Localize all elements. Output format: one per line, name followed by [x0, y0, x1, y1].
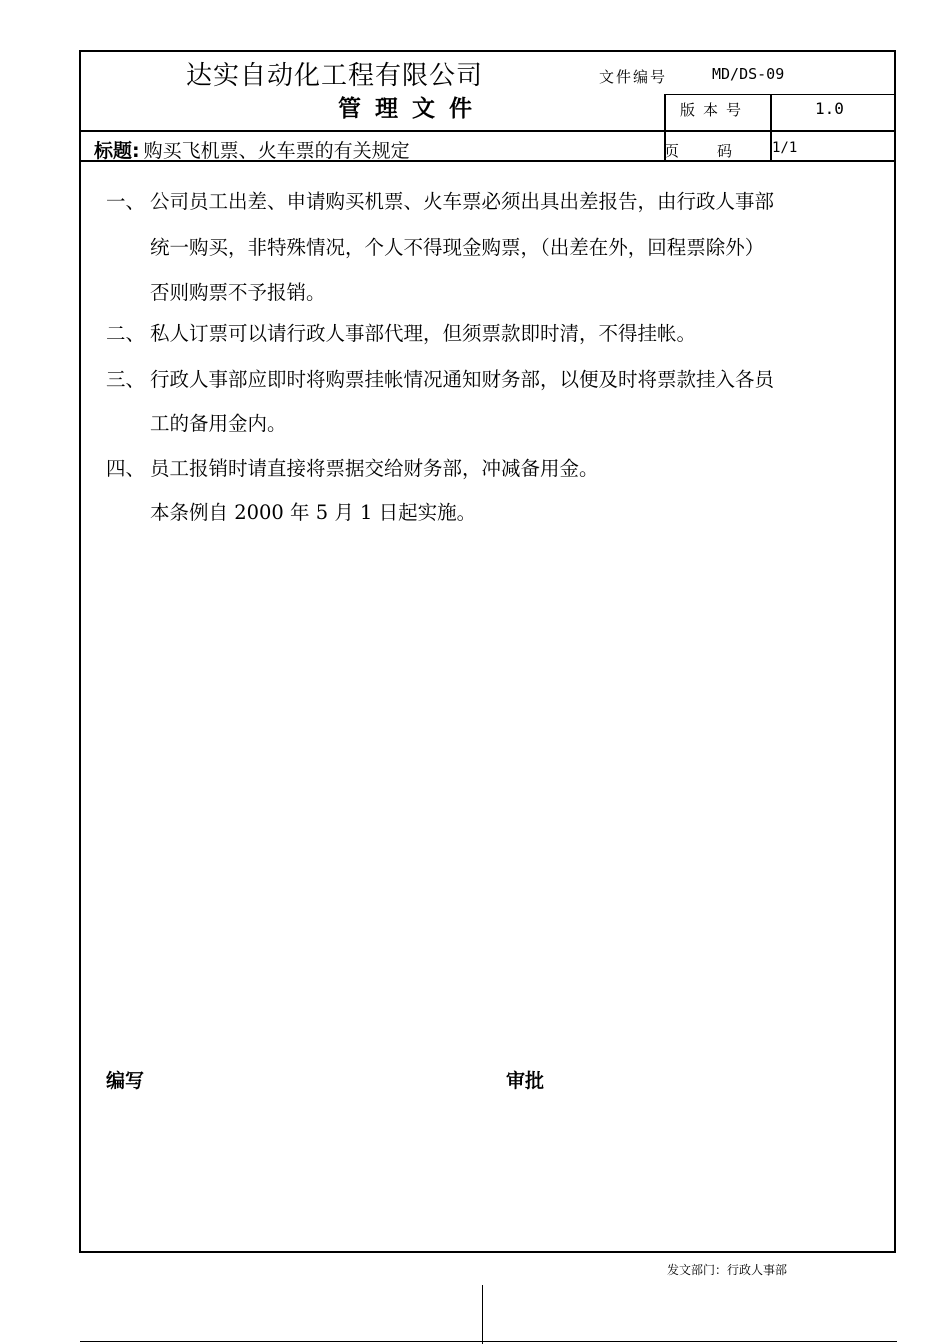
version-label: 版本号: [680, 101, 750, 119]
paragraph-1-line-1: 公司员工出差、申请购买机票、火车票必须出具出差报告，由行政人事部: [150, 190, 775, 213]
doc-number-label: 文件编号: [599, 68, 668, 86]
paragraph-1-line-2: 统一购买，非特殊情况，个人不得现金购票，（出差在外，回程票除外）: [150, 236, 765, 259]
paragraph-2-number: 二、: [106, 322, 146, 345]
page-value: 1/1: [772, 140, 798, 156]
document-title: [94, 136, 410, 163]
issuing-department: 发文部门：行政人事部: [667, 1263, 788, 1277]
paragraph-1-line-3: 否则购票不予报销。: [150, 281, 326, 304]
doc-number-value: MD/DS-09: [712, 65, 785, 83]
footer-horizontal-rule: [80, 1341, 897, 1342]
document-frame: [79, 50, 896, 1253]
paragraph-1-number: 一、: [106, 190, 146, 213]
paragraph-2-line-1: 私人订票可以请行政人事部代理，但须票款即时清，不得挂帐。: [150, 322, 697, 345]
title-text: 购买飞机票、火车票的有关规定: [143, 140, 410, 162]
paragraph-3-line-1: 行政人事部应即时将购票挂帐情况通知财务部，以便及时将票款挂入各员: [150, 368, 775, 391]
approver-label: 审批: [506, 1070, 545, 1092]
footer-vertical-rule: [482, 1285, 483, 1344]
paragraph-4-number: 四、: [106, 457, 146, 480]
page-label: 页码: [664, 142, 771, 160]
header-divider: [79, 130, 896, 132]
version-value: 1.0: [815, 99, 844, 118]
company-name: 达实自动化工程有限公司: [186, 61, 484, 91]
paragraph-3-line-2: 工的备用金内。: [150, 412, 287, 435]
title-label: 标题:: [94, 140, 140, 162]
document-type: 管理文件: [338, 95, 486, 122]
writer-label: 编写: [106, 1070, 145, 1092]
effective-date: 本条例自 2000 年 5 月 1 日起实施。: [150, 501, 477, 524]
paragraph-3-number: 三、: [106, 368, 146, 391]
meta-row-divider: [664, 94, 896, 95]
paragraph-4-line-1: 员工报销时请直接将票据交给财务部，冲减备用金。: [150, 457, 599, 480]
